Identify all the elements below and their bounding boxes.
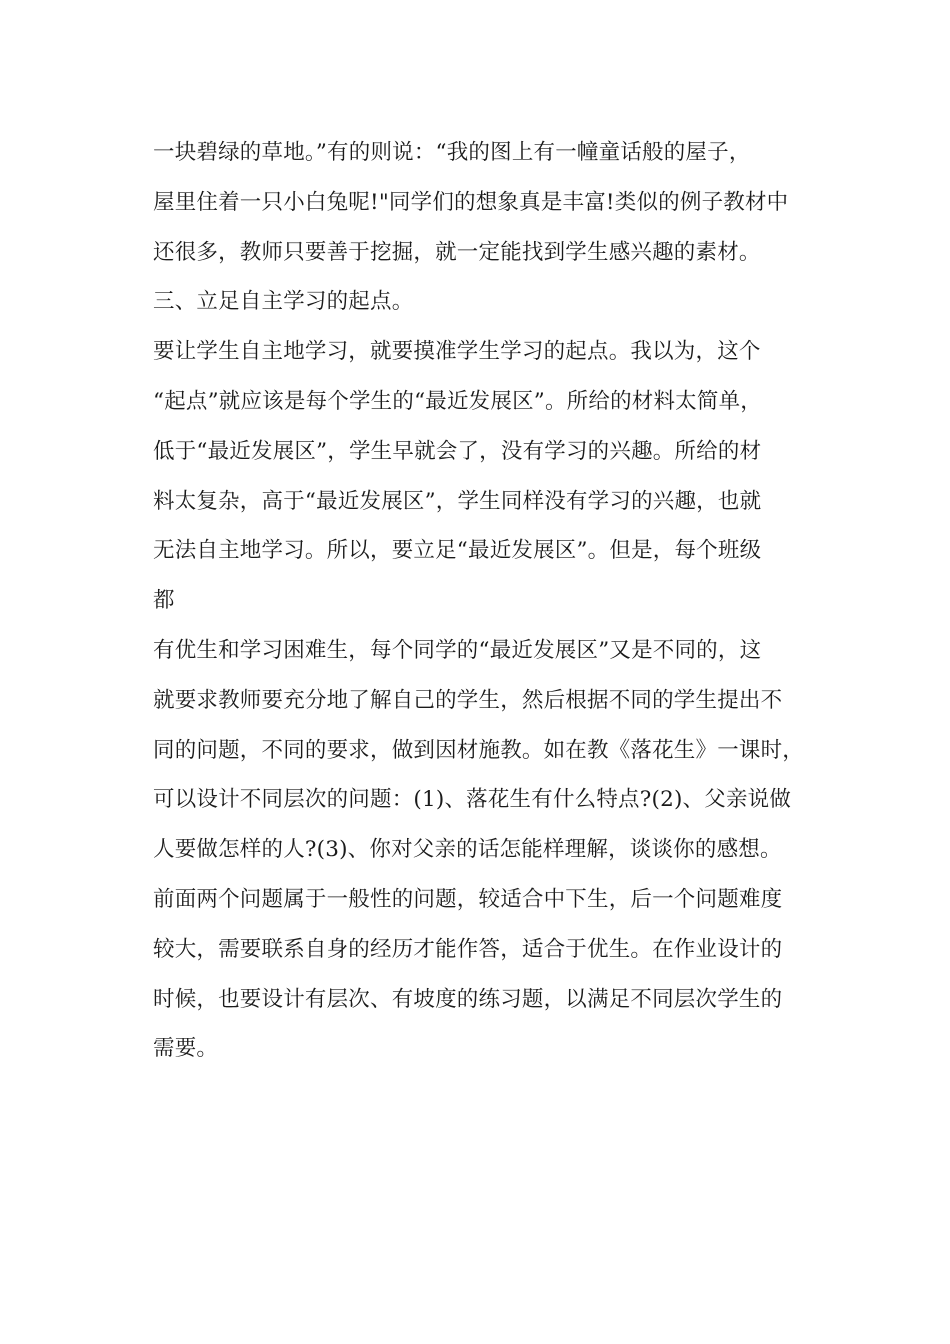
text-line: 屋里住着一只小白兔呢!"同学们的想象真是丰富!类似的例子教材中 [153, 189, 789, 215]
text-line: 同的问题，不同的要求，做到因材施教。如在教《落花生》一课时， [153, 737, 805, 763]
text-line: “起点”就应该是每个学生的“最近发展区”。所给的材料太简单， [153, 388, 762, 414]
section-heading: 三、立足自主学习的起点。 [153, 289, 414, 315]
text-line: 低于“最近发展区”，学生早就会了，没有学习的兴趣。所给的材 [153, 438, 762, 464]
text-line: 无法自主地学习。所以，要立足“最近发展区”。但是，每个班级 [153, 538, 762, 564]
text-line: 较大，需要联系自身的经历才能作答，适合于优生。在作业设计的 [153, 936, 783, 962]
text-line: 前面两个问题属于一般性的问题，较适合中下生，后一个问题难度 [153, 886, 783, 912]
text-line: 还很多，教师只要善于挖掘，就一定能找到学生感兴趣的素材。 [153, 239, 761, 265]
text-line: 一块碧绿的草地。”有的则说：“我的图上有一幢童话般的屋子， [153, 140, 751, 165]
text-line: 时候，也要设计有层次、有坡度的练习题，以满足不同层次学生的 [153, 986, 783, 1012]
text-line: 人要做怎样的人?(3)、你对父亲的话怎能样理解，谈谈你的感想。 [153, 837, 782, 863]
text-line: 都 [153, 588, 175, 614]
body-text [153, 128, 813, 1074]
text-line: 需要。 [153, 1036, 219, 1062]
text-line: 要让学生自主地学习，就要摸准学生学习的起点。我以为，这个 [153, 339, 761, 365]
text-line: 料太复杂，高于“最近发展区”，学生同样没有学习的兴趣，也就 [153, 488, 762, 514]
text-line: 就要求教师要充分地了解自己的学生，然后根据不同的学生提出不 [153, 687, 783, 713]
text-line: 有优生和学习困难生，每个同学的“最近发展区”又是不同的，这 [153, 637, 762, 663]
text-line: 可以设计不同层次的问题：(1)、落花生有什么特点?(2)、父亲说做 [153, 787, 792, 813]
